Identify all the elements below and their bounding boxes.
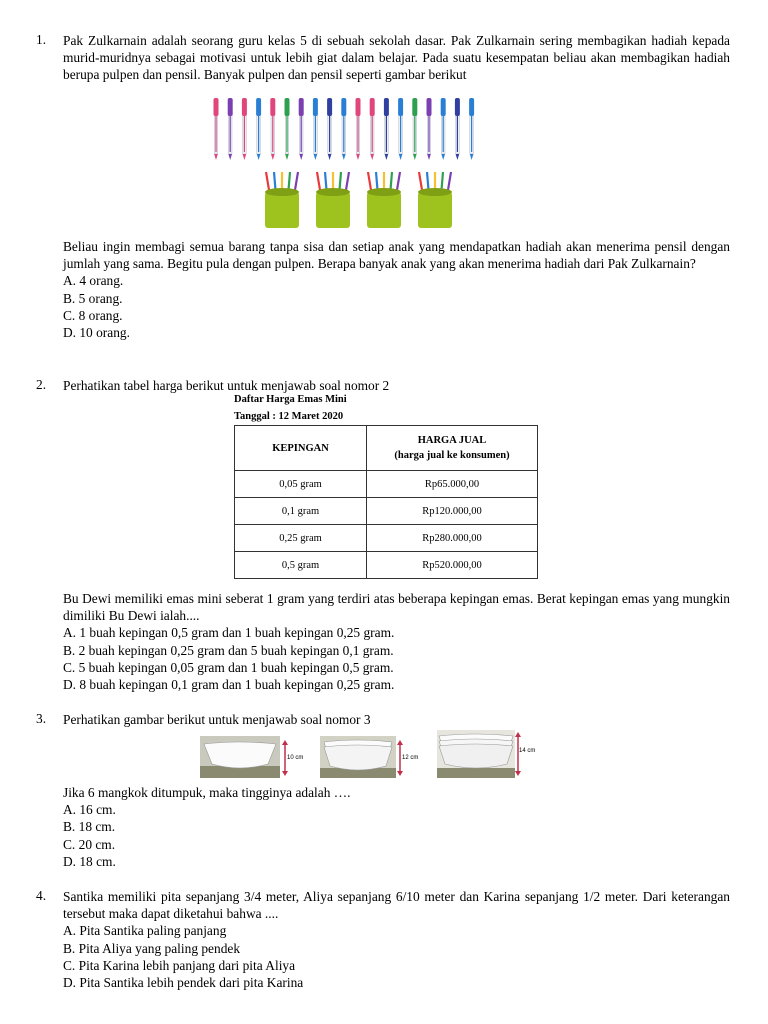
pen-icon	[313, 98, 318, 160]
option-a[interactable]: A. 16 cm.	[63, 802, 116, 818]
pen-icon	[469, 98, 474, 160]
pen-icon	[370, 98, 375, 160]
table-cell: Rp520.000,00	[367, 552, 538, 579]
question-text: Jika 6 mangkok ditumpuk, maka tingginya adalah ….	[63, 785, 351, 800]
option-a[interactable]: A. Pita Santika paling panjang	[63, 923, 227, 939]
pen-icon	[441, 98, 446, 160]
pencil-cup-icon	[367, 172, 401, 228]
bowl-height-label: 10 cm	[287, 755, 304, 761]
options	[63, 272, 730, 341]
pen-icon	[427, 98, 432, 160]
header-harga-title: HARGA JUAL	[417, 435, 487, 446]
table-header-row	[235, 426, 538, 471]
option-d[interactable]: D. 18 cm.	[63, 853, 116, 869]
option-d[interactable]: D. 8 buah kepingan 0,1 gram dan 1 buah kepingan 0,25 gram.	[63, 677, 395, 693]
table-date: Tanggal : 12 Maret 2020	[234, 411, 344, 422]
pen-icon	[242, 98, 247, 160]
table-cell: Rp280.000,00	[367, 525, 538, 552]
question-number: 4.	[36, 888, 47, 903]
pen-icon	[412, 98, 417, 160]
table-row	[235, 498, 538, 525]
question-3	[36, 711, 730, 728]
question-text: Pak Zulkarnain adalah seorang guru kelas 5 di sebuah sekolah dasar. Pak Zulkarnain sering membagikan hadiah kepada murid-muridnya sebagai motivasi untuk lebih giat dalam belajar. Pada suatu kesempatan beliau akan membagikan hadiah berupa pulpen dan pensil. Banyak pulpen dan pensil seperti gambar berikut	[63, 33, 730, 83]
question-number: 1.	[36, 32, 47, 47]
options	[63, 922, 730, 991]
table-cell: 0,25 gram	[235, 525, 367, 552]
pen-icon	[398, 98, 403, 160]
pen-icon	[341, 98, 346, 160]
option-c[interactable]: C. Pita Karina lebih panjang dari pita Aliya	[63, 957, 296, 973]
pen-icon	[327, 98, 332, 160]
option-b[interactable]: B. 5 orang.	[63, 290, 123, 306]
question-4	[36, 888, 730, 991]
option-a[interactable]: A. 4 orang.	[63, 273, 124, 289]
option-c[interactable]: C. 5 buah kepingan 0,05 gram dan 1 buah kepingan 0,5 gram.	[63, 659, 394, 675]
table-row	[235, 525, 538, 552]
header-harga	[367, 426, 538, 471]
option-c[interactable]: C. 8 orang.	[63, 307, 123, 323]
pen-icon	[228, 98, 233, 160]
question-text: Bu Dewi memiliki emas mini seberat 1 gram yang terdiri atas beberapa kepingan emas. Berat kepingan emas yang mungkin dimiliki Bu Dewi ialah....	[63, 591, 730, 624]
options	[63, 801, 730, 870]
header-kepingan: KEPINGAN	[235, 426, 367, 471]
question-number: 3.	[36, 711, 47, 726]
pen-icon	[299, 98, 304, 160]
question-text: Perhatikan gambar berikut untuk menjawab soal nomor 3	[63, 712, 371, 727]
table-cell: Rp120.000,00	[367, 498, 538, 525]
bowl-height-label: 14 cm	[519, 748, 536, 754]
question-text: Beliau ingin membagi semua barang tanpa sisa dan setiap anak yang mendapatkan hadiah akan menerima pensil dengan jumlah yang sama. Begitu pula dengan pulpen. Berapa banyak anak yang akan menerima hadiah dari Pak Zulkarnain?	[63, 239, 730, 272]
pen-icon	[270, 98, 275, 160]
table-row	[235, 552, 538, 579]
pen-icon	[256, 98, 261, 160]
pencil-cup-icon	[316, 172, 350, 228]
option-d[interactable]: D. Pita Santika lebih pendek dari pita Karina	[63, 975, 304, 991]
pencil-cup-icon	[265, 172, 299, 228]
question-number: 2.	[36, 377, 47, 392]
pen-icon	[285, 98, 290, 160]
pen-icon	[455, 98, 460, 160]
question-2	[36, 377, 730, 394]
table-cell: Rp65.000,00	[367, 471, 538, 498]
table-cell: 0,5 gram	[235, 552, 367, 579]
question-1-continued	[36, 238, 730, 341]
pen-icon	[214, 98, 219, 160]
question-text: Perhatikan tabel harga berikut untuk menjawab soal nomor 2	[63, 378, 390, 393]
question-2-continued	[36, 590, 730, 693]
pencil-cup-icon	[418, 172, 452, 228]
option-c[interactable]: C. 20 cm.	[63, 836, 116, 852]
table-cell: 0,05 gram	[235, 471, 367, 498]
question-text: Santika memiliki pita sepanjang 3/4 meter, Aliya sepanjang 6/10 meter dan Karina sepanjang 1/2 meter. Dari keterangan tersebut maka dapat diketahui bahwa ....	[63, 889, 730, 922]
table-row	[235, 471, 538, 498]
option-a[interactable]: A. 1 buah kepingan 0,5 gram dan 1 buah kepingan 0,25 gram.	[63, 625, 395, 641]
table-cell: 0,1 gram	[235, 498, 367, 525]
option-b[interactable]: B. 18 cm.	[63, 819, 116, 835]
option-b[interactable]: B. 2 buah kepingan 0,25 gram dan 5 buah kepingan 0,1 gram.	[63, 642, 394, 658]
header-harga-subtitle: (harga jual ke konsumen)	[394, 450, 510, 461]
table-title: Daftar Harga Emas Mini	[234, 394, 347, 405]
question-3-continued	[36, 784, 730, 870]
pen-icon	[384, 98, 389, 160]
option-b[interactable]: B. Pita Aliya yang paling pendek	[63, 940, 241, 956]
price-table	[234, 425, 538, 579]
pens-illustration	[210, 96, 490, 162]
question-1	[36, 32, 730, 84]
options	[63, 624, 730, 693]
bowl-stack-3-image	[437, 730, 537, 778]
option-d[interactable]: D. 10 orang.	[63, 325, 130, 341]
pen-icon	[356, 98, 361, 160]
pencil-cups-illustration	[260, 168, 460, 230]
bowl-height-label: 12 cm	[402, 755, 419, 761]
